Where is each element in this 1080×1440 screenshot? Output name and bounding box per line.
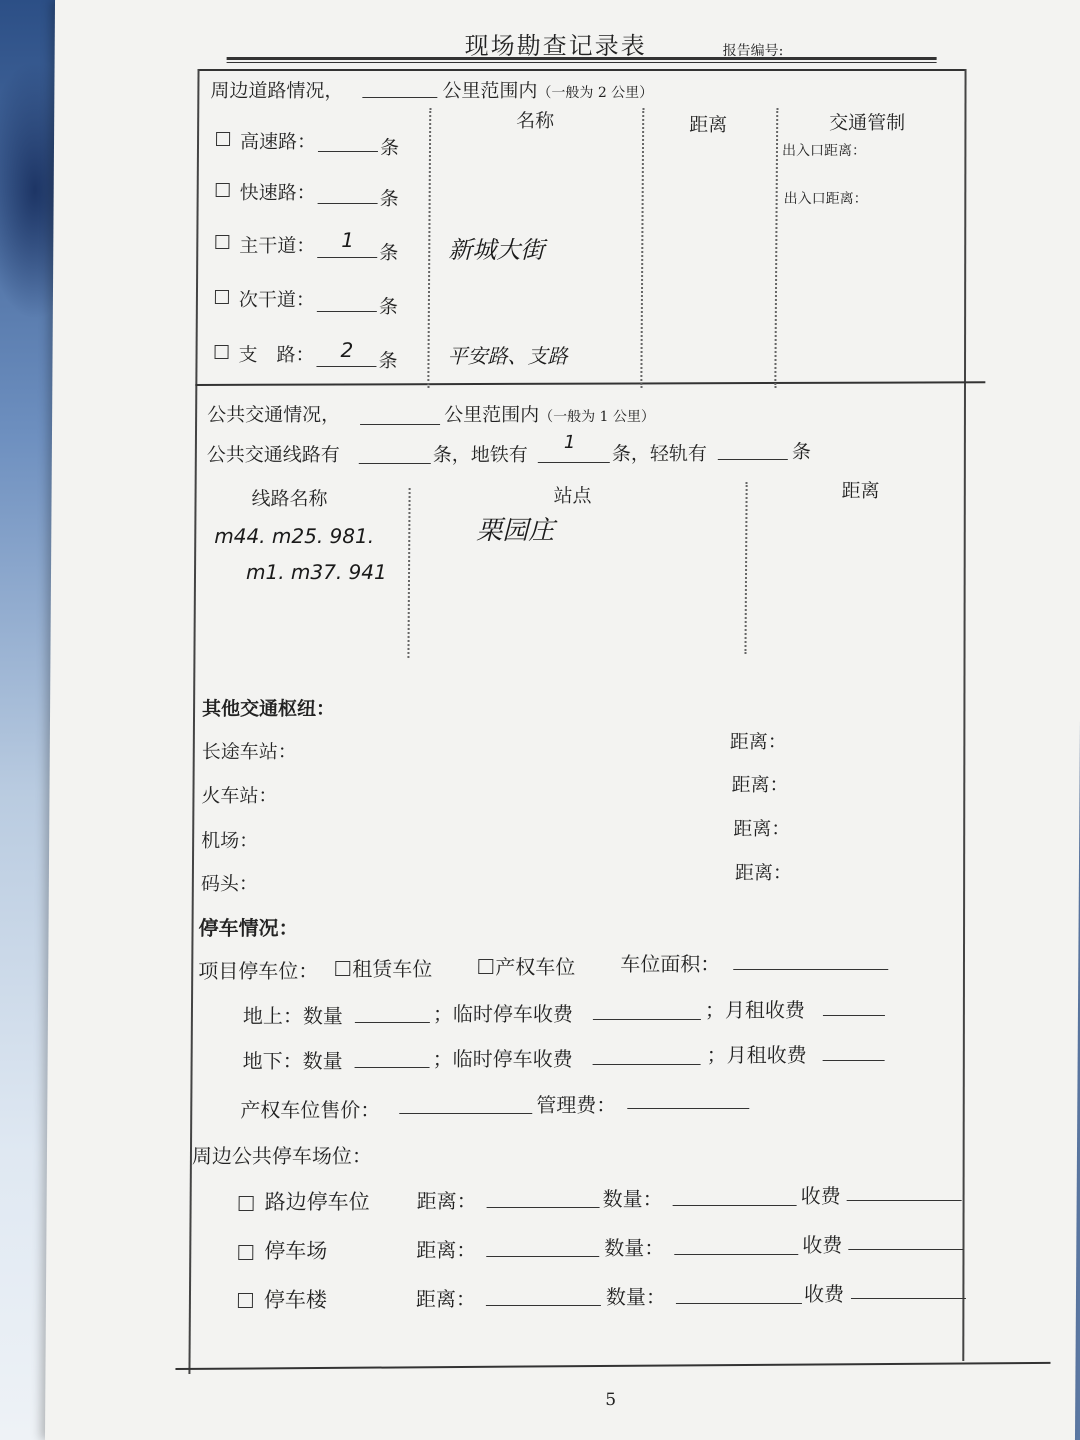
branch-road-label: 支 路： [238,344,315,366]
secondary-road-count-blank[interactable] [317,311,377,312]
light-rail-label: 条，轻轨有 [611,443,707,465]
transit-range-suffix: 公里范围内 [444,404,540,426]
transit-col-divider-2 [744,482,747,654]
light-rail-count-blank[interactable] [718,459,788,460]
branch-road-unit: 条 [378,350,398,372]
roads-col-name: 名称 [516,110,555,132]
parking-lot-label: 停车场 [264,1239,328,1263]
transit-range-note: （一般为 1 公里） [539,409,655,425]
street-parking-distance-label: 距离： [416,1189,477,1213]
transit-routes-line-1: m44. m25. 981. [214,524,375,548]
parking-building-distance-blank[interactable] [486,1305,601,1306]
exit-distance-2: 出入口距离： [783,191,868,207]
parking-building-qty-label: 数量： [605,1285,667,1309]
parking-building-label: 停车楼 [263,1288,328,1312]
roads-range-suffix: 公里范围内 [442,80,538,102]
frame-right [962,69,966,1361]
roads-col-distance: 距离 [689,114,728,136]
airport-label: 机场： [201,830,259,852]
roads-range-label [442,76,653,103]
parking-building-fee-blank[interactable] [851,1298,966,1299]
street-parking-fee-blank[interactable] [847,1200,962,1201]
roads-col-traffic: 交通管制 [829,112,906,134]
parking-lot-fee-label: 收费 [802,1233,843,1257]
above-temp-fee-blank[interactable] [593,1019,701,1020]
arterial-road-name: 新城大街 [448,236,545,264]
branch-road-checkbox[interactable] [215,345,229,359]
transit-col-divider-1 [407,488,410,658]
arterial-unit: 条 [379,242,399,264]
arterial-count-blank[interactable] [317,257,377,258]
above-monthly-fee-blank[interactable] [823,1015,885,1016]
street-parking-qty-blank[interactable] [673,1205,797,1206]
below-monthly-fee-label: ；月租收费 [706,1043,807,1067]
frame-top [198,69,966,71]
rent-parking-checkbox[interactable] [335,961,350,976]
street-parking-label: 路边停车位 [264,1190,370,1214]
train-station-label: 火车站： [201,785,278,807]
street-parking-fee-label: 收费 [800,1184,841,1208]
parking-heading: 停车情况： [198,916,299,940]
expressway-unit: 条 [379,188,399,210]
bus-station-label: 长途车站： [201,741,297,763]
train-station-distance: 距离： [731,774,789,796]
header-rule-thin [227,62,937,63]
sale-price-blank[interactable] [399,1113,532,1114]
form-title: 现场勘查记录表 [464,32,647,60]
bus-station-distance: 距离： [729,731,787,753]
transit-lines-label: 公共交通线路有 [206,444,340,466]
airport-distance: 距离： [733,818,791,840]
parking-lot-distance-blank[interactable] [486,1256,599,1257]
metro-count-value: 1 [563,432,576,453]
arterial-label: 主干道： [239,235,316,257]
roads-heading-text: 周边道路情况， [210,80,344,102]
light-rail-unit: 条 [791,441,811,463]
pier-distance: 距离： [734,862,793,884]
roads-range-note: （一般为 2 公里） [537,85,654,101]
branch-road-name: 平安路、支路 [447,344,568,368]
parking-building-fee-label: 收费 [803,1282,845,1306]
sale-price-label: 产权车位售价： [240,1098,381,1122]
secondary-road-label: 次干道： [238,289,316,311]
transit-routes-line-2: m1. m37. 941 [245,560,387,584]
arterial-checkbox[interactable] [215,235,229,249]
roads-col-divider-1 [427,108,431,388]
transit-lines-row [207,440,340,467]
report-number-label: 报告编号: [722,43,784,59]
arterial-count-value: 1 [341,228,355,252]
transit-col-route: 线路名称 [251,488,328,510]
transit-range-label [444,400,655,427]
public-parking-heading: 周边公共停车场位： [191,1144,373,1168]
frame-left [188,69,199,1374]
frame-bottom [175,1362,1050,1370]
parking-building-distance-label: 距离： [415,1287,477,1311]
header-rule [227,57,937,60]
parking-lot-qty-label: 数量： [604,1236,665,1260]
parking-building-qty-blank[interactable] [676,1303,802,1304]
highway-label: 高速路： [239,131,317,153]
above-ground-label: 地上：数量 [242,1004,344,1028]
parking-building-checkbox[interactable] [238,1293,253,1308]
branch-road-count-blank[interactable] [316,366,376,367]
hubs-heading: 其他交通枢纽： [202,698,336,720]
roads-col-divider-2 [640,108,644,388]
owned-parking-checkbox[interactable] [478,959,493,974]
secondary-road-unit: 条 [378,296,398,318]
expressway-label: 快速路： [239,182,316,204]
parking-lot-fee-blank[interactable] [848,1249,963,1250]
street-parking-qty-label: 数量： [602,1187,663,1211]
transit-heading: 公共交通情况， [207,404,341,426]
survey-form-page [45,0,1080,1440]
page-number: 5 [605,1390,617,1410]
secondary-road-checkbox[interactable] [215,290,229,304]
below-ground-label: 地下：数量 [242,1049,343,1073]
metro-count-blank[interactable] [538,462,610,463]
parking-lot-distance-label: 距离： [416,1238,477,1262]
parking-area-label: 车位面积： [620,952,721,976]
below-ground-qty-blank[interactable] [355,1067,430,1068]
parking-lot-checkbox[interactable] [238,1245,253,1260]
above-monthly-fee-label: ；月租收费 [704,998,806,1022]
street-parking-distance-blank[interactable] [487,1207,600,1208]
transit-range-blank[interactable] [360,424,440,425]
parking-lot-qty-blank[interactable] [674,1254,798,1255]
below-temp-fee-label: ；临时停车收费 [432,1047,573,1071]
branch-road-count-value: 2 [340,338,354,362]
transit-col-distance: 距离 [841,480,880,502]
bus-lines-blank[interactable] [359,463,431,464]
exit-distance-1: 出入口距离： [781,143,867,159]
highway-count-blank[interactable] [318,151,378,152]
project-parking-label: 项目停车位： [198,959,319,983]
above-temp-fee-label: ；临时停车收费 [432,1002,574,1026]
parking-area-blank[interactable] [733,969,888,970]
section-divider [195,381,985,386]
transit-col-station: 站点 [553,485,592,507]
metro-label: 条，地铁有 [432,444,528,466]
transit-station-value: 栗园庄 [476,516,555,546]
management-fee-label: 管理费： [536,1093,617,1117]
highway-unit: 条 [379,137,400,159]
street-parking-checkbox[interactable] [239,1196,254,1211]
management-fee-blank[interactable] [627,1108,749,1109]
roads-heading [210,76,343,103]
roads-col-divider-3 [774,108,778,388]
roads-range-blank[interactable] [362,97,437,98]
expressway-count-blank[interactable] [318,203,378,204]
owned-parking-option: 产权车位 [495,955,576,979]
below-monthly-fee-blank[interactable] [823,1060,885,1061]
pier-label: 码头： [200,873,258,895]
expressway-checkbox[interactable] [216,183,230,197]
below-temp-fee-blank[interactable] [593,1064,701,1065]
rent-parking-option: 租赁车位 [352,957,433,981]
highway-checkbox[interactable] [216,132,230,146]
above-ground-qty-blank[interactable] [355,1022,430,1023]
